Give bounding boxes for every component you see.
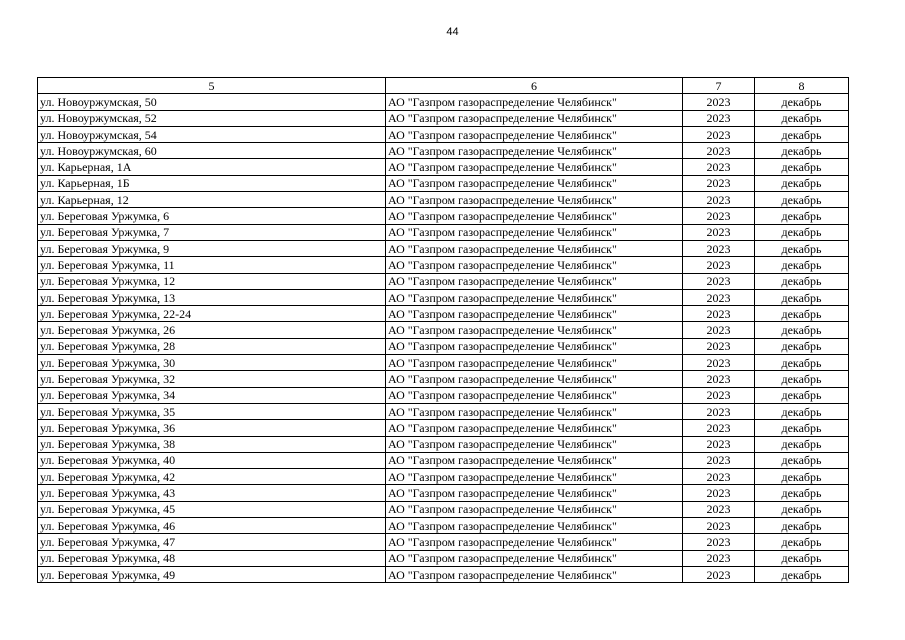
address-cell: ул. Карьерная, 1А [38, 159, 386, 175]
year-cell: 2023 [683, 175, 755, 191]
address-cell: ул. Береговая Уржумка, 36 [38, 420, 386, 436]
address-cell: ул. Береговая Уржумка, 28 [38, 338, 386, 354]
organization-cell: АО "Газпром газораспределение Челябинск" [386, 420, 683, 436]
month-cell: декабрь [755, 338, 849, 354]
address-cell: ул. Новоуржумская, 52 [38, 110, 386, 126]
organization-cell: АО "Газпром газораспределение Челябинск" [386, 192, 683, 208]
month-cell: декабрь [755, 387, 849, 403]
year-cell: 2023 [683, 469, 755, 485]
address-cell: ул. Новоуржумская, 50 [38, 94, 386, 110]
year-cell: 2023 [683, 485, 755, 501]
address-cell: ул. Береговая Уржумка, 7 [38, 224, 386, 240]
year-cell: 2023 [683, 126, 755, 142]
year-cell: 2023 [683, 518, 755, 534]
month-cell: декабрь [755, 436, 849, 452]
address-cell: ул. Береговая Уржумка, 12 [38, 273, 386, 289]
address-cell: ул. Береговая Уржумка, 40 [38, 452, 386, 468]
table-row [38, 355, 849, 371]
organization-cell: АО "Газпром газораспределение Челябинск" [386, 371, 683, 387]
table-header-row [38, 78, 849, 94]
schedule-table [37, 77, 849, 583]
month-cell: декабрь [755, 501, 849, 517]
month-cell: декабрь [755, 420, 849, 436]
year-cell: 2023 [683, 387, 755, 403]
year-cell: 2023 [683, 257, 755, 273]
address-cell: ул. Береговая Уржумка, 45 [38, 501, 386, 517]
year-cell: 2023 [683, 94, 755, 110]
table-row [38, 143, 849, 159]
organization-cell: АО "Газпром газораспределение Челябинск" [386, 289, 683, 305]
address-cell: ул. Береговая Уржумка, 30 [38, 355, 386, 371]
table-row [38, 452, 849, 468]
table-row [38, 566, 849, 582]
table-row [38, 322, 849, 338]
table-row [38, 338, 849, 354]
month-cell: декабрь [755, 273, 849, 289]
address-cell: ул. Береговая Уржумка, 38 [38, 436, 386, 452]
address-cell: ул. Береговая Уржумка, 35 [38, 403, 386, 419]
organization-cell: АО "Газпром газораспределение Челябинск" [386, 338, 683, 354]
address-cell: ул. Береговая Уржумка, 48 [38, 550, 386, 566]
organization-cell: АО "Газпром газораспределение Челябинск" [386, 110, 683, 126]
table-row [38, 192, 849, 208]
table-row [38, 208, 849, 224]
month-cell: декабрь [755, 534, 849, 550]
organization-cell: АО "Газпром газораспределение Челябинск" [386, 469, 683, 485]
year-cell: 2023 [683, 452, 755, 468]
column-header-8: 8 [755, 78, 849, 94]
organization-cell: АО "Газпром газораспределение Челябинск" [386, 387, 683, 403]
address-cell: ул. Береговая Уржумка, 34 [38, 387, 386, 403]
table-row [38, 436, 849, 452]
year-cell: 2023 [683, 240, 755, 256]
month-cell: декабрь [755, 257, 849, 273]
address-cell: ул. Береговая Уржумка, 46 [38, 518, 386, 534]
month-cell: декабрь [755, 240, 849, 256]
year-cell: 2023 [683, 224, 755, 240]
year-cell: 2023 [683, 403, 755, 419]
year-cell: 2023 [683, 355, 755, 371]
year-cell: 2023 [683, 192, 755, 208]
year-cell: 2023 [683, 289, 755, 305]
table-row [38, 485, 849, 501]
address-cell: ул. Карьерная, 12 [38, 192, 386, 208]
month-cell: декабрь [755, 469, 849, 485]
year-cell: 2023 [683, 436, 755, 452]
year-cell: 2023 [683, 550, 755, 566]
table-row [38, 306, 849, 322]
organization-cell: АО "Газпром газораспределение Челябинск" [386, 159, 683, 175]
table-row [38, 273, 849, 289]
year-cell: 2023 [683, 338, 755, 354]
organization-cell: АО "Газпром газораспределение Челябинск" [386, 322, 683, 338]
organization-cell: АО "Газпром газораспределение Челябинск" [386, 452, 683, 468]
address-cell: ул. Береговая Уржумка, 42 [38, 469, 386, 485]
table-row [38, 126, 849, 142]
organization-cell: АО "Газпром газораспределение Челябинск" [386, 224, 683, 240]
month-cell: декабрь [755, 94, 849, 110]
organization-cell: АО "Газпром газораспределение Челябинск" [386, 566, 683, 582]
address-cell: ул. Береговая Уржумка, 11 [38, 257, 386, 273]
year-cell: 2023 [683, 566, 755, 582]
year-cell: 2023 [683, 371, 755, 387]
table-row [38, 257, 849, 273]
organization-cell: АО "Газпром газораспределение Челябинск" [386, 501, 683, 517]
table-row [38, 94, 849, 110]
table-row [38, 175, 849, 191]
organization-cell: АО "Газпром газораспределение Челябинск" [386, 273, 683, 289]
address-cell: ул. Береговая Уржумка, 47 [38, 534, 386, 550]
table-row [38, 224, 849, 240]
address-cell: ул. Береговая Уржумка, 13 [38, 289, 386, 305]
organization-cell: АО "Газпром газораспределение Челябинск" [386, 534, 683, 550]
table-row [38, 518, 849, 534]
table-row [38, 501, 849, 517]
month-cell: декабрь [755, 110, 849, 126]
month-cell: декабрь [755, 208, 849, 224]
month-cell: декабрь [755, 289, 849, 305]
address-cell: ул. Береговая Уржумка, 49 [38, 566, 386, 582]
table-row [38, 371, 849, 387]
month-cell: декабрь [755, 159, 849, 175]
month-cell: декабрь [755, 403, 849, 419]
organization-cell: АО "Газпром газораспределение Челябинск" [386, 240, 683, 256]
organization-cell: АО "Газпром газораспределение Челябинск" [386, 518, 683, 534]
organization-cell: АО "Газпром газораспределение Челябинск" [386, 257, 683, 273]
month-cell: декабрь [755, 566, 849, 582]
year-cell: 2023 [683, 159, 755, 175]
column-header-6: 6 [386, 78, 683, 94]
table-row [38, 403, 849, 419]
column-header-7: 7 [683, 78, 755, 94]
month-cell: декабрь [755, 322, 849, 338]
page-number: 44 [446, 26, 459, 38]
month-cell: декабрь [755, 143, 849, 159]
month-cell: декабрь [755, 518, 849, 534]
organization-cell: АО "Газпром газораспределение Челябинск" [386, 306, 683, 322]
address-cell: ул. Новоуржумская, 60 [38, 143, 386, 159]
organization-cell: АО "Газпром газораспределение Челябинск" [386, 143, 683, 159]
month-cell: декабрь [755, 355, 849, 371]
year-cell: 2023 [683, 273, 755, 289]
organization-cell: АО "Газпром газораспределение Челябинск" [386, 403, 683, 419]
address-cell: ул. Береговая Уржумка, 22-24 [38, 306, 386, 322]
year-cell: 2023 [683, 306, 755, 322]
address-cell: ул. Береговая Уржумка, 43 [38, 485, 386, 501]
month-cell: декабрь [755, 126, 849, 142]
month-cell: декабрь [755, 550, 849, 566]
table-row [38, 159, 849, 175]
year-cell: 2023 [683, 501, 755, 517]
table-row [38, 420, 849, 436]
organization-cell: АО "Газпром газораспределение Челябинск" [386, 208, 683, 224]
table-body [38, 94, 849, 583]
address-cell: ул. Карьерная, 1Б [38, 175, 386, 191]
address-cell: ул. Новоуржумская, 54 [38, 126, 386, 142]
year-cell: 2023 [683, 208, 755, 224]
table-row [38, 387, 849, 403]
month-cell: декабрь [755, 371, 849, 387]
table-row [38, 534, 849, 550]
column-header-5: 5 [38, 78, 386, 94]
table-row [38, 550, 849, 566]
address-cell: ул. Береговая Уржумка, 9 [38, 240, 386, 256]
organization-cell: АО "Газпром газораспределение Челябинск" [386, 355, 683, 371]
address-cell: ул. Береговая Уржумка, 32 [38, 371, 386, 387]
address-cell: ул. Береговая Уржумка, 26 [38, 322, 386, 338]
organization-cell: АО "Газпром газораспределение Челябинск" [386, 94, 683, 110]
organization-cell: АО "Газпром газораспределение Челябинск" [386, 550, 683, 566]
year-cell: 2023 [683, 534, 755, 550]
month-cell: декабрь [755, 192, 849, 208]
year-cell: 2023 [683, 420, 755, 436]
organization-cell: АО "Газпром газораспределение Челябинск" [386, 126, 683, 142]
month-cell: декабрь [755, 485, 849, 501]
table-row [38, 240, 849, 256]
month-cell: декабрь [755, 175, 849, 191]
month-cell: декабрь [755, 452, 849, 468]
organization-cell: АО "Газпром газораспределение Челябинск" [386, 485, 683, 501]
address-cell: ул. Береговая Уржумка, 6 [38, 208, 386, 224]
year-cell: 2023 [683, 110, 755, 126]
organization-cell: АО "Газпром газораспределение Челябинск" [386, 175, 683, 191]
table-row [38, 469, 849, 485]
table-row [38, 110, 849, 126]
organization-cell: АО "Газпром газораспределение Челябинск" [386, 436, 683, 452]
month-cell: декабрь [755, 306, 849, 322]
year-cell: 2023 [683, 322, 755, 338]
table-row [38, 289, 849, 305]
year-cell: 2023 [683, 143, 755, 159]
month-cell: декабрь [755, 224, 849, 240]
